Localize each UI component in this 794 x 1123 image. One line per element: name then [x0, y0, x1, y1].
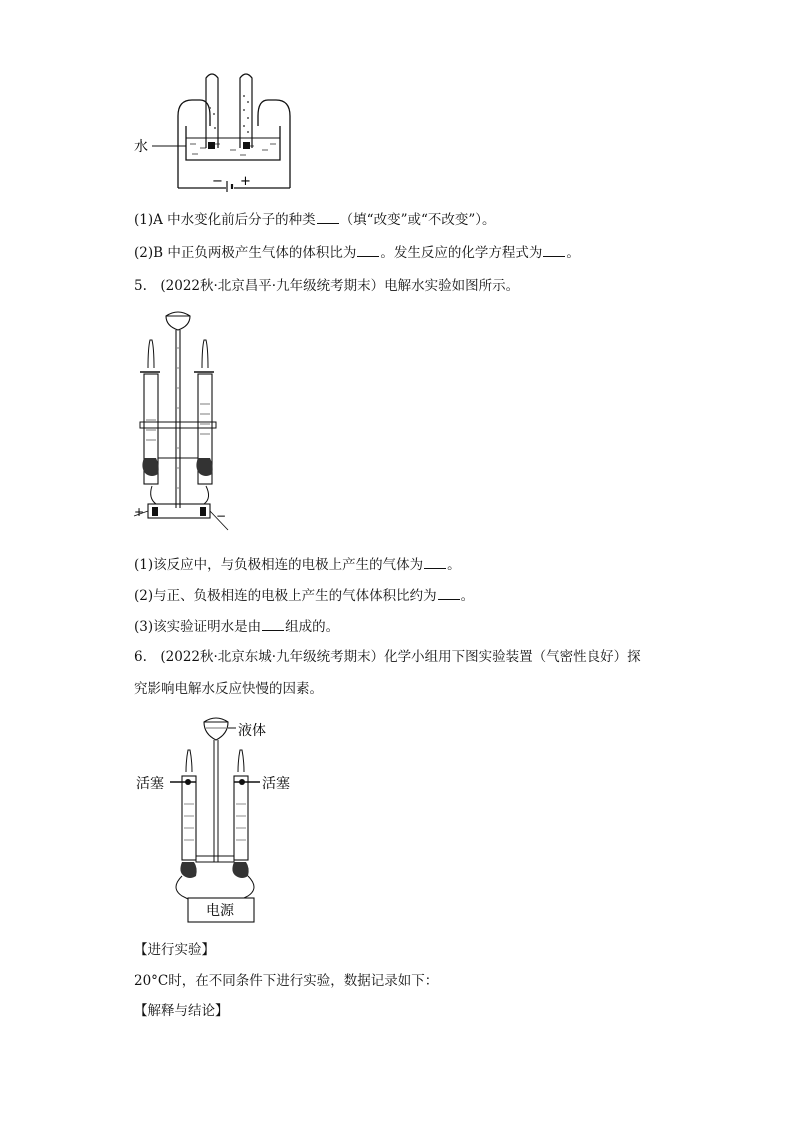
hofmann-apparatus-figure: [130, 308, 240, 540]
plus-sign: +: [134, 505, 145, 519]
answer-blank[interactable]: [262, 618, 284, 631]
answer-blank[interactable]: [317, 211, 339, 224]
q5-part2: (2)与正、负极相连的电极上产生的气体体积比约为 。: [134, 588, 475, 604]
water-label: 水: [134, 139, 148, 155]
answer-blank[interactable]: [357, 244, 379, 257]
q4-part2: (2)B 中正负两极产生气体的体积比为 。发生反应的化学方程式为 。: [134, 245, 580, 261]
power-supply-label: 电源: [206, 903, 234, 919]
q5-header: 5. (2022秋·北京昌平·九年级统考期末）电解水实验如图所示。: [134, 278, 520, 294]
answer-blank[interactable]: [543, 244, 565, 257]
plus-sign: +: [240, 174, 251, 189]
q4-part1: (1)A 中水变化前后分子的种类 （填“改变”或“不改变”）。: [134, 212, 496, 228]
q6-header-line1: 6. (2022秋·北京东城·九年级统考期末）化学小组用下图实验装置（气密性良好）探: [134, 649, 641, 665]
experiment-text: 20°C时，在不同条件下进行实验，数据记录如下：: [134, 973, 439, 989]
liquid-label: 液体: [238, 723, 266, 739]
q5-part1: (1)该反应中，与负极相连的电极上产生的气体为 。: [134, 557, 461, 573]
minus-sign: −: [212, 174, 223, 189]
minus-sign: −: [216, 509, 227, 523]
section-conclusion: 【解释与结论】: [134, 1003, 229, 1019]
stopcock-left-label: 活塞: [136, 776, 164, 792]
section-experiment: 【进行实验】: [134, 942, 215, 958]
electrolysis-trough-figure: [130, 68, 300, 193]
stopcock-right-label: 活塞: [262, 776, 290, 792]
q5-part3: (3)该实验证明水是由 组成的。: [134, 619, 340, 635]
electrolysis-apparatus-figure: [130, 712, 300, 926]
answer-blank[interactable]: [424, 556, 446, 569]
answer-blank[interactable]: [438, 587, 460, 600]
q6-header-line2: 究影响电解水反应快慢的因素。: [134, 681, 323, 697]
